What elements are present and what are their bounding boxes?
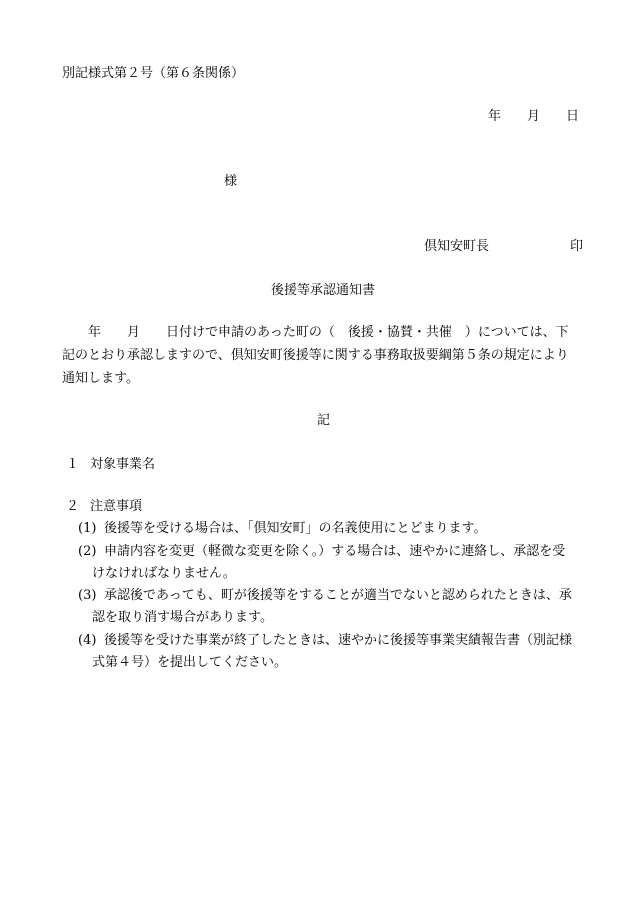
body-line-2: 記のとおり承認しますので、倶知安町後援等に関する事務取扱要綱第５条の規定により	[62, 348, 569, 363]
note-item-4-line-2: 式第４号）を提出してください。	[92, 655, 288, 670]
ki-heading: 記	[317, 413, 331, 428]
note-item-3-number: (3)	[78, 588, 97, 603]
body-line-3: 通知します。	[62, 371, 139, 386]
document-title: 後援等承認通知書	[271, 283, 376, 298]
seal-mark: 印	[570, 239, 584, 254]
section-1-number: １	[66, 457, 80, 472]
note-item-1-number: (1)	[78, 521, 97, 536]
note-item-2-number: (2)	[78, 544, 97, 559]
form-label: 別記様式第２号（第６条関係）	[62, 66, 245, 81]
section-1-label: 対象事業名	[90, 457, 156, 472]
date-line: 年 月 日	[488, 109, 580, 124]
note-item-2-line-2: けなければなりません。	[92, 566, 236, 581]
addressee-suffix: 様	[224, 174, 238, 189]
note-item-4-number: (4)	[78, 633, 97, 648]
note-item-4-line-1: 後援等を受けた事業が終了したときは、速やかに後援等事業実績報告書（別記様	[104, 633, 573, 648]
section-2-label: 注意事項	[90, 499, 143, 514]
note-item-2-line-1: 申請内容を変更（軽微な変更を除く。）する場合は、速やかに連絡し、承認を受	[104, 544, 566, 559]
note-item-3-line-2: 認を取り消す場合があります。	[92, 610, 273, 625]
section-2-number: ２	[66, 499, 80, 514]
note-item-3-line-1: 承認後であっても、町が後援等をすることが適当でないと認められたときは、承	[104, 588, 572, 603]
sender-name: 倶知安町長	[424, 239, 490, 254]
body-line-1: 年 月 日付けで申請のあった町の（ 後援・協賛・共催 ）については、下	[88, 325, 569, 340]
note-item-1-line-1: 後援等を受ける場合は、「倶知安町」の名義使用にとどまります。	[104, 521, 487, 536]
